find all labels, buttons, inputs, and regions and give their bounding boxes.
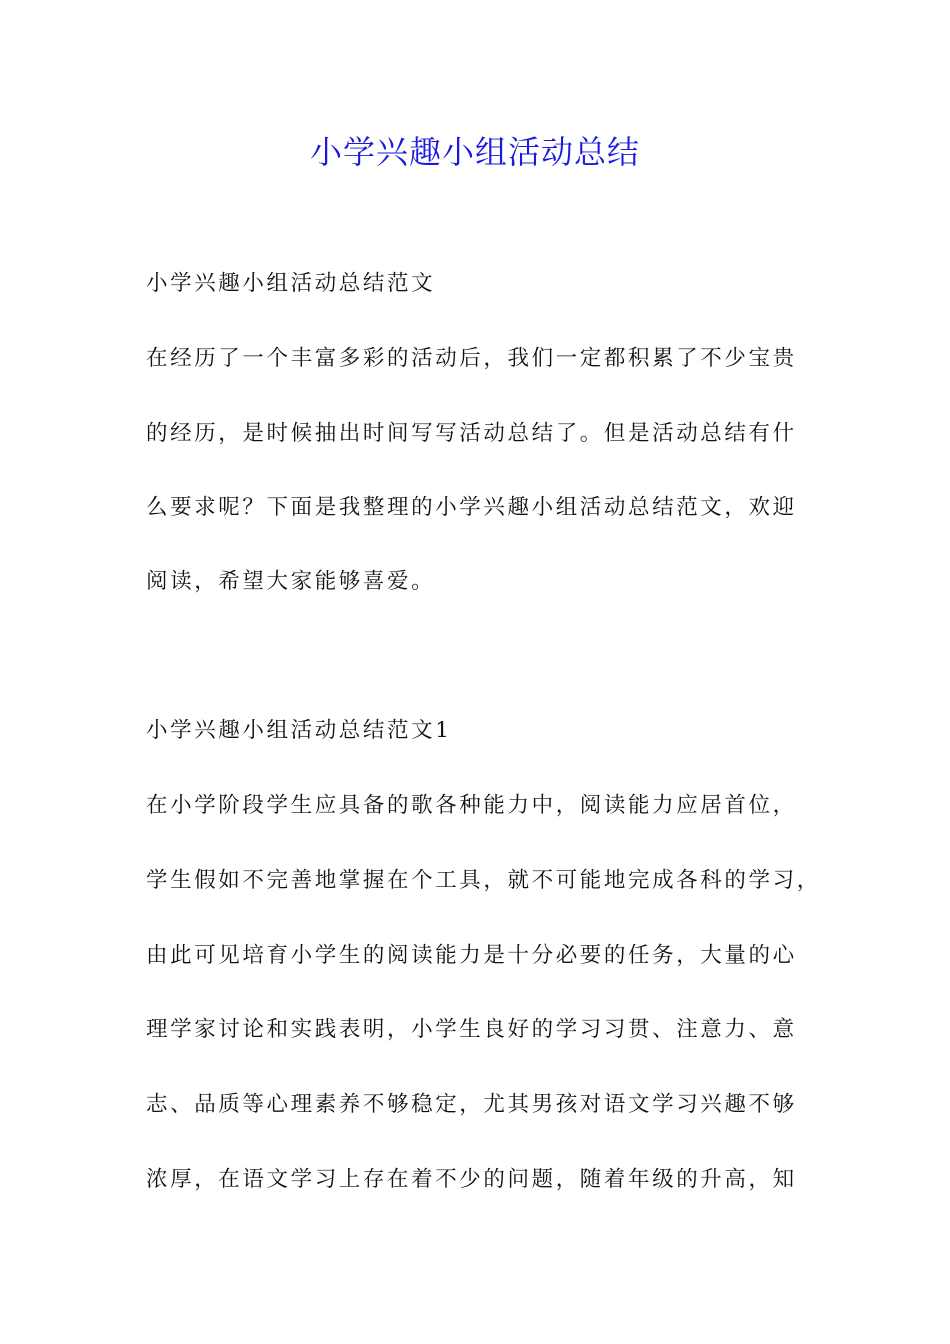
body-line-5: 志、品质等心理素养不够稳定，尤其男孩对语文学习兴趣不够: [146, 1092, 797, 1117]
intro-line-1: 在经历了一个丰富多彩的活动后，我们一定都积累了不少宝贵: [146, 346, 797, 371]
document-title: 小学兴趣小组活动总结: [309, 133, 640, 171]
intro-line-2: 的经历，是时候抽出时间写写活动总结了。但是活动总结有什: [146, 421, 797, 446]
intro-line-4: 阅读，希望大家能够喜爱。: [146, 569, 436, 594]
body-line-4: 理学家讨论和实践表明，小学生良好的学习习贯、注意力、意: [146, 1017, 797, 1042]
body-line-1: 在小学阶段学生应具备的歌各种能力中，阅读能力应居首位，: [146, 793, 797, 818]
body-line-2: 学生假如不完善地掌握在个工具，就不可能地完成各科的学习，: [146, 868, 821, 893]
section-heading-intro: 小学兴趣小组活动总结范文: [146, 271, 436, 296]
intro-line-3: 么要求呢？下面是我整理的小学兴趣小组活动总结范文，欢迎: [146, 495, 797, 520]
body-line-6: 浓厚，在语文学习上存在着不少的问题，随着年级的升高，知: [146, 1167, 797, 1192]
body-line-3: 由此可见培育小学生的阅读能力是十分必要的任务，大量的心: [146, 943, 797, 968]
section-heading-1: 小学兴趣小组活动总结范文1: [146, 718, 452, 743]
